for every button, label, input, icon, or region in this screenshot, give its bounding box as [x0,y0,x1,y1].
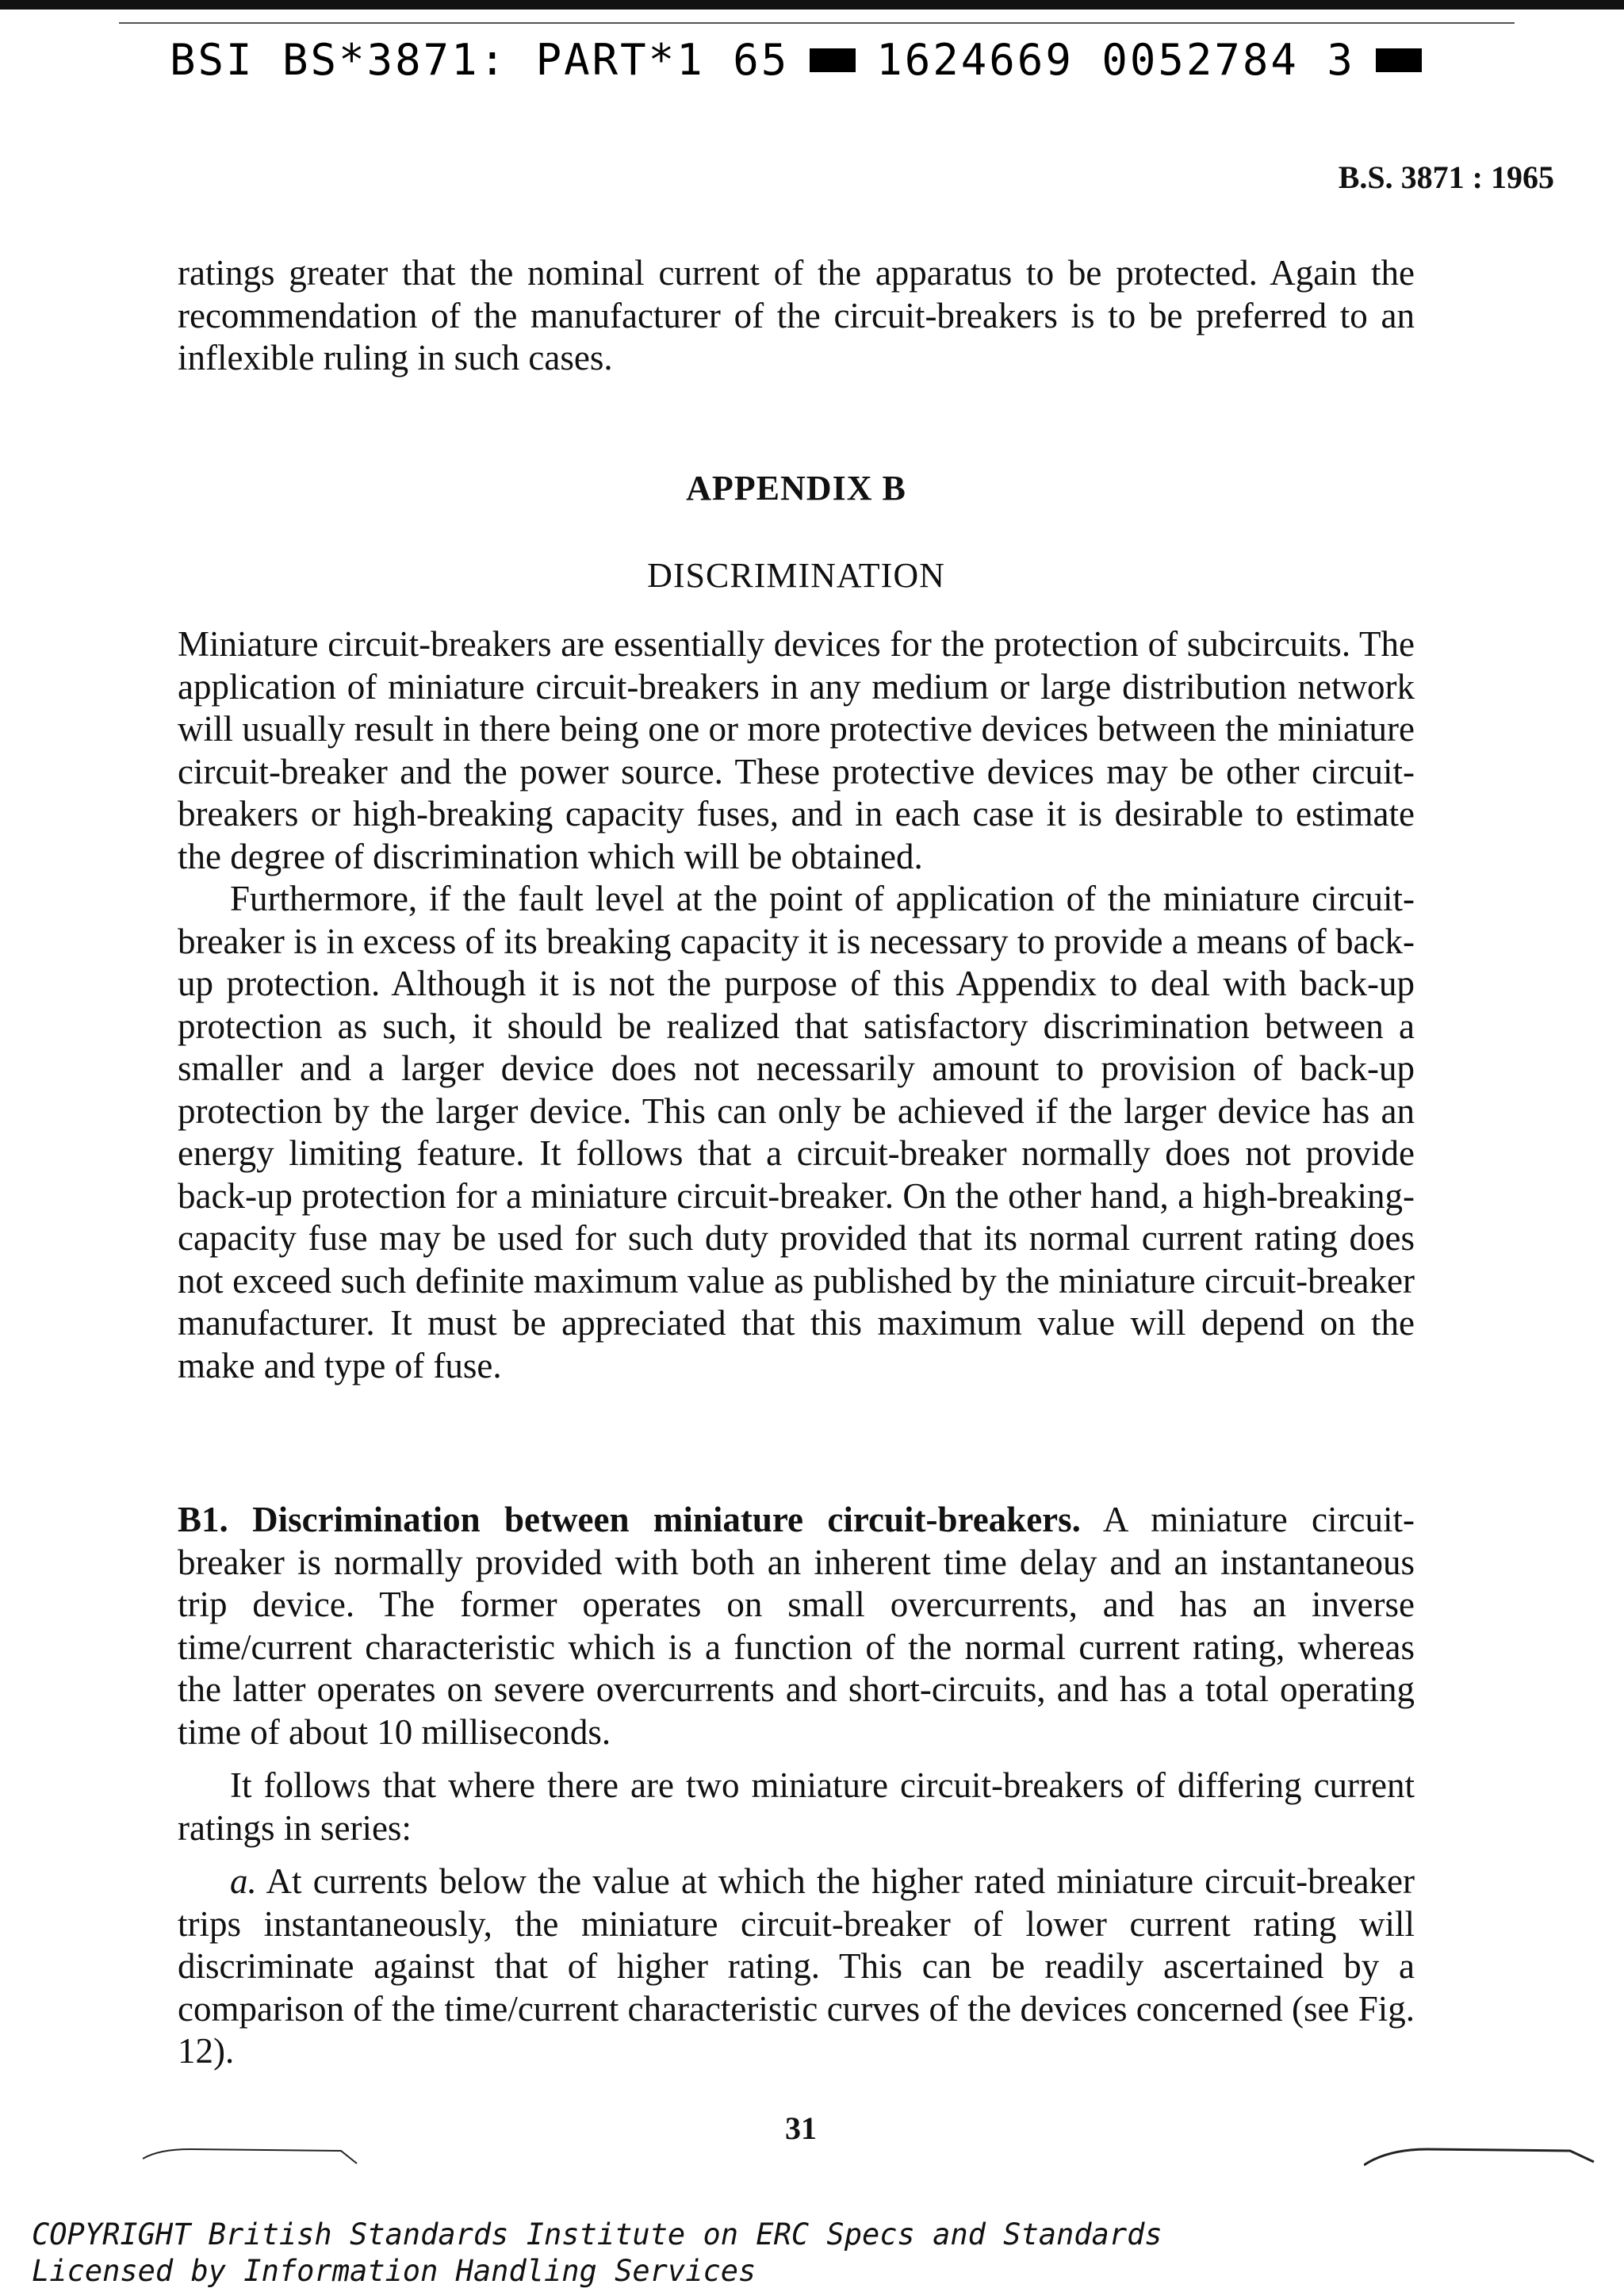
scan-top-border [0,0,1624,10]
appendix-body [178,623,1415,1387]
header-black-block [810,48,856,72]
document-code: BSI BS*3871: PART*1 65 [170,35,790,85]
section-b1-follow-on: It follows that where there are two miniature circuit-breakers of differing current ratings in series: [178,1765,1415,1848]
section-b1-text: A miniature circuit-breaker is normally provided with both an inherent time delay and an instantaneous trip device. The former operates on small overcurrents, and has an inverse time/current characteristic which is a function of the normal current rating, whereas the latter operates on severe overcurrents and short-circuits, and has a total operating time of about 10 milliseconds. [178,1500,1415,1752]
page-number: 31 [785,2110,817,2146]
footer-license: Licensed by Information Handling Services [32,2254,756,2288]
section-b1 [178,1499,1415,2073]
intro-text: ratings greater that the nominal current of the apparatus to be protected. Again the recommendation of the manufacturer of the circuit-breakers is to be preferred to an inflexible ruling in such cases. [178,253,1415,378]
standard-reference: B.S. 3871 : 1965 [1338,159,1554,195]
item-a-label: a. [230,1861,257,1901]
document-code-header [170,35,1470,85]
section-b1-title: B1. Discrimination between miniature circuit-breakers. [178,1500,1081,1539]
section-b1-paragraph [178,1499,1415,1753]
appendix-subtitle: DISCRIMINATION [647,556,945,595]
scan-top-rule [119,22,1515,24]
header-black-block-end [1376,48,1422,72]
appendix-paragraph-2: Furthermore, if the fault level at the point of application of the miniature circuit-breaker is in excess of its breaking capacity it is necessary to provide a means of back-up protection. Although it is not the purpose of this Appendix to deal with back-up protection as such, it should be realized that satisfactory discrimination between a smaller and a larger device does not necessarily amount to provision of back-up protection by the larger device. This can only be achieved if the larger device has an energy limiting feature. It follows that a circuit-breaker normally does not provide back-up protection for a miniature circuit-breaker. On the other hand, a high-breaking-capacity fuse may be used for such duty provided that its normal current rating does not exceed such definite maximum value as published by the miniature circuit-breaker manufacturer. It must be appreciated that this maximum value will depend on the make and type of fuse. [178,879,1415,1385]
appendix-title: APPENDIX B [686,469,906,508]
footer-copyright: COPYRIGHT British Standards Institute on ERC Specs and Standards [32,2217,1162,2252]
appendix-paragraph-1: Miniature circuit-breakers are essentially devices for the protection of subcircuits. The application of miniature circuit-breakers in any medium or large distribution network will usually result in there being one or more protective devices between the miniature circuit-breaker and the power source. These protective devices may be other circuit-breakers or high-breaking capacity fuses, and in each case it is desirable to estimate the degree of discrimination which will be obtained. [178,624,1415,876]
document-serial: 1624669 0052784 3 [876,35,1355,85]
section-b1-item-a [178,1861,1415,2073]
scan-artifact-right [1364,2141,1602,2173]
intro-paragraph [178,252,1415,380]
scan-artifact-left [143,2141,365,2173]
item-a-text: At currents below the value at which the higher rated miniature circuit-breaker trips instantaneously, the miniature circuit-breaker of lower current rating will discriminate against that of higher rating. This can be readily ascertained by a comparison of the time/current characteristic curves of the devices concerned (see Fig. 12). [178,1861,1415,2071]
